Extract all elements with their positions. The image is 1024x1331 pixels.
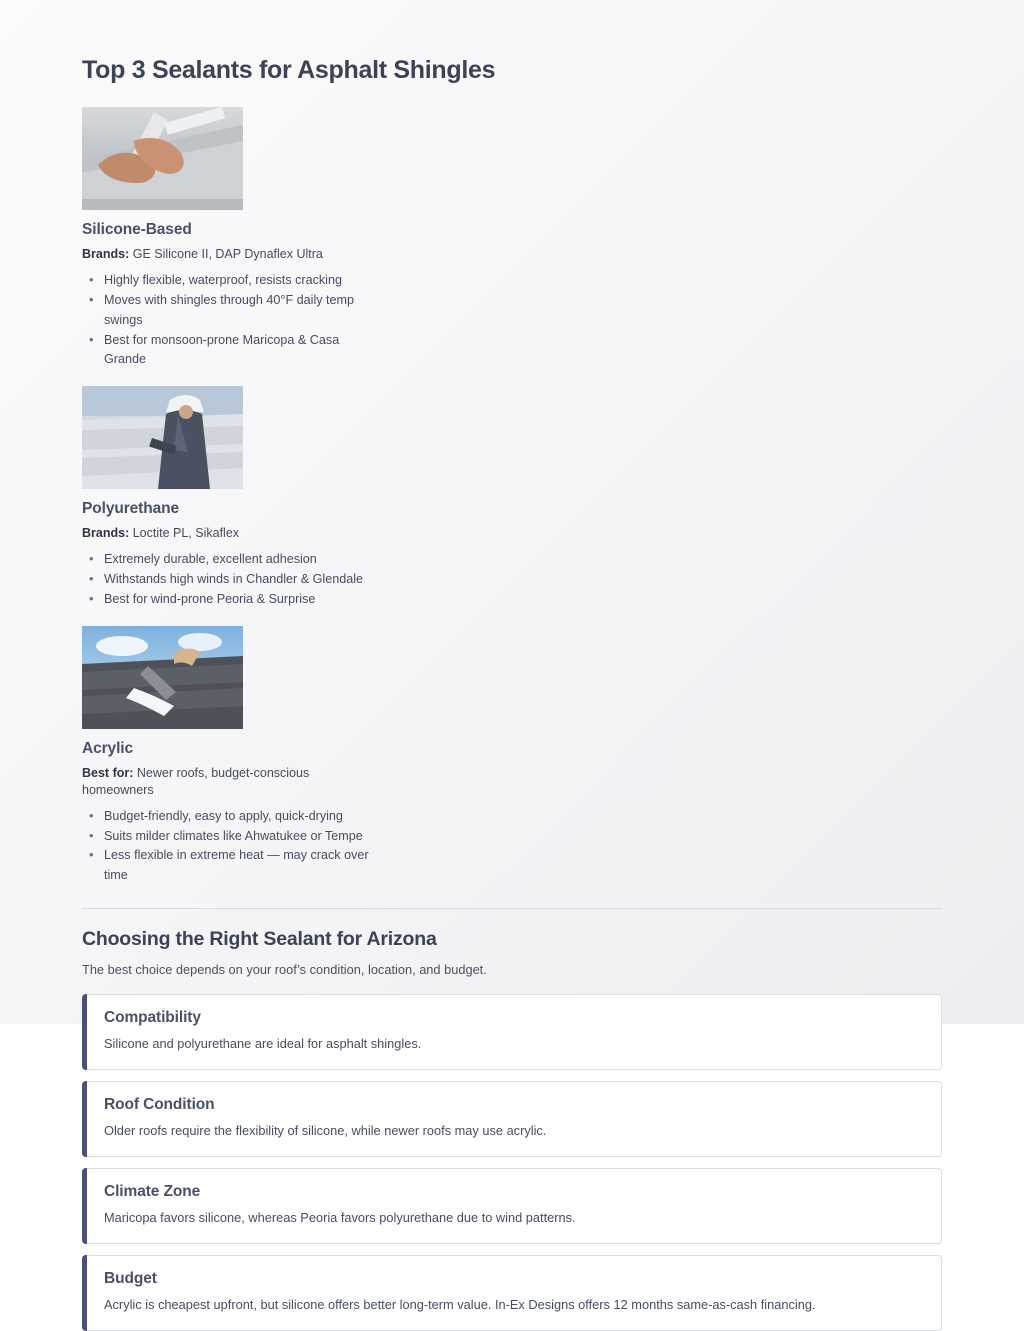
section-divider [82,908,942,909]
list-item: • Best for monsoon-prone Maricopa & Casa Grande [82,331,377,371]
sealant-sub-label: Best for: [82,765,134,780]
sealant-bullet-list [82,271,377,370]
sealant-card-grid [82,107,942,886]
sealant-name: Polyurethane [82,500,179,518]
document-content [82,56,942,1331]
list-item: • Less flexible in extreme heat — may crack over time [82,846,377,886]
sealant-sub-value: Newer roofs, budget-conscious homeowners [82,765,310,797]
acrylic-roof-coating-photo [82,626,243,729]
factor-title: Climate Zone [104,1183,201,1200]
sealant-sub-value: GE Silicone II, DAP Dynaflex Ultra [132,247,323,261]
section-subtitle: The best choice depends on your roof’s condition, location, and budget. [82,962,487,978]
silicone-sealant-application-photo [82,107,243,210]
factor-card-climate-zone [82,1168,942,1244]
list-item: • Suits milder climates like Ahwatukee or Tempe [82,827,377,847]
sealant-name: Acrylic [82,739,133,757]
list-item: • Extremely durable, excellent adhesion [82,550,377,570]
list-item: • Withstands high winds in Chandler & Glendale [82,570,377,590]
sealant-sub-value: Loctite PL, Sikaflex [132,526,240,541]
list-item: • Highly flexible, waterproof, resists cracking [82,271,377,291]
factor-card-compatibility [82,994,942,1070]
sealant-bullet-list [82,550,377,610]
sealant-sub [82,246,377,263]
sealant-name: Silicone-Based [82,221,192,238]
page-title: Top 3 Sealants for Asphalt Shingles [82,56,496,84]
factor-title: Roof Condition [104,1096,215,1114]
factor-title: Compatibility [104,1009,201,1027]
sealant-sub [82,525,377,542]
factor-text: Maricopa favors silicone, whereas Peoria favors polyurethane due to wind patterns. [104,1210,576,1225]
factor-title: Budget [104,1269,157,1287]
list-item: • Best for wind-prone Peoria & Surprise [82,590,377,610]
sealant-card [82,626,377,886]
sealant-sub-label: Brands: [82,247,130,261]
list-item: • Budget-friendly, easy to apply, quick-drying [82,807,377,827]
factor-card-roof-condition [82,1081,942,1157]
factor-text: Acrylic is cheapest upfront, but silicone offers better long-term value. In-Ex Designs offers 12 months same-as-cash financing. [104,1296,816,1312]
section-title: Choosing the Right Sealant for Arizona [82,928,437,951]
factor-text: Older roofs require the flexibility of silicone, while newer roofs may use acrylic. [104,1123,547,1139]
sealant-sub [82,765,377,799]
factor-card-budget [82,1255,942,1331]
sealant-bullet-list [82,807,377,887]
polyurethane-roofer-photo [82,386,243,489]
list-item: • Moves with shingles through 40°F daily temp swings [82,291,377,331]
sealant-sub-label: Brands: [82,526,130,541]
factor-text: Silicone and polyurethane are ideal for asphalt shingles. [104,1036,422,1052]
factor-list [82,994,942,1331]
sealant-card [82,107,377,370]
sealant-card [82,386,377,610]
